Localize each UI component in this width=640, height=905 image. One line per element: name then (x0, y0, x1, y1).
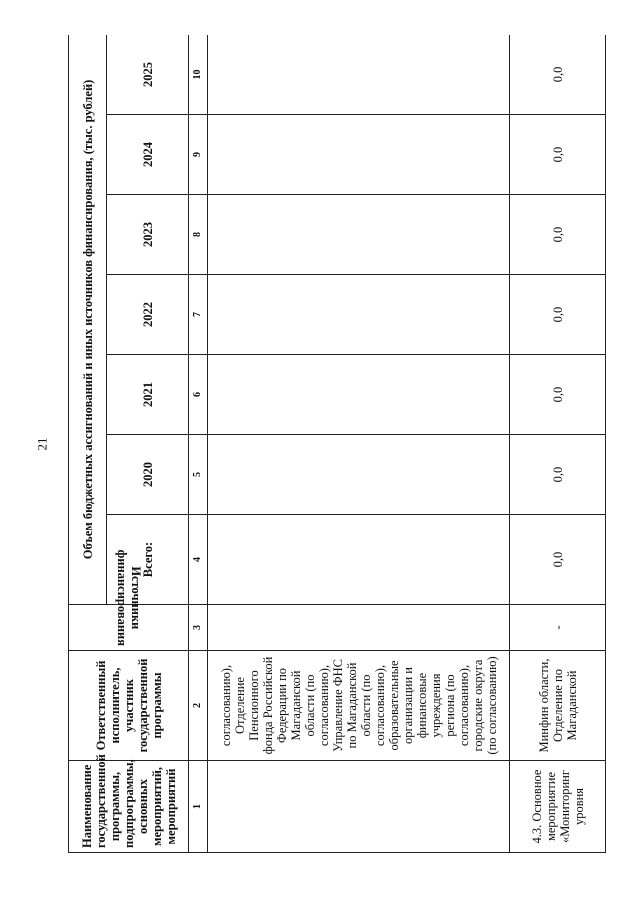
header-year-2023: 2023 (107, 195, 189, 275)
header-year-2025: 2025 (107, 35, 189, 115)
row-value-2021 (208, 355, 510, 435)
col-number: 8 (189, 195, 208, 275)
header-year-2021: 2021 (107, 355, 189, 435)
row-value-total: 0,0 (510, 515, 606, 605)
table-row (208, 35, 510, 853)
row-value-2022: 0,0 (510, 275, 606, 355)
header-name: Наименование государственной программы, подпрограммы, основных мероприятий, мероприятий (69, 761, 189, 853)
col-number: 4 (189, 515, 208, 605)
col-number: 9 (189, 115, 208, 195)
col-number: 6 (189, 355, 208, 435)
rotated-table-container (68, 35, 606, 853)
document-page (68, 35, 606, 853)
row-value-2025 (208, 35, 510, 115)
row-value-2020: 0,0 (510, 435, 606, 515)
col-number: 7 (189, 275, 208, 355)
header-year-2020: 2020 (107, 435, 189, 515)
header-executor: Ответственный исполнитель, участник государственной программы (69, 651, 189, 761)
col-number: 3 (189, 605, 208, 651)
row-value-2020 (208, 435, 510, 515)
page-number: 21 (34, 437, 50, 451)
col-number: 2 (189, 651, 208, 761)
header-volume: Объем бюджетных ассигнований и иных источников финансирования, (тыс. рублей) (69, 35, 107, 605)
header-row-1 (69, 35, 107, 853)
column-number-row (189, 35, 208, 853)
row-executor: согласованию), Отделение Пенсионного фонда Российской Федерации по Магаданской области (по согласованию), Управление ФНС по Магаданской области (по согласованию), образовательные организации и финансовые учреждения региона (по согласованию), городские округа (по согласованию) (208, 651, 510, 761)
row-value-2022 (208, 275, 510, 355)
col-number: 1 (189, 761, 208, 853)
row-value-2023: 0,0 (510, 195, 606, 275)
header-source: Источники финансирования (69, 605, 189, 651)
row-executor: Минфин области, Отделение по Магаданской (510, 651, 606, 761)
header-total: Всего: (107, 515, 189, 605)
row-name (208, 761, 510, 853)
row-source: - (510, 605, 606, 651)
row-value-2024: 0,0 (510, 115, 606, 195)
table-row (510, 35, 606, 853)
budget-table (68, 35, 606, 853)
col-number: 10 (189, 35, 208, 115)
row-name: 4.3. Основное мероприятие «Мониторинг уровня (510, 761, 606, 853)
row-source (208, 605, 510, 651)
header-year-2022: 2022 (107, 275, 189, 355)
row-value-2023 (208, 195, 510, 275)
header-year-2024: 2024 (107, 115, 189, 195)
row-value-2025: 0,0 (510, 35, 606, 115)
row-value-2021: 0,0 (510, 355, 606, 435)
col-number: 5 (189, 435, 208, 515)
row-value-total (208, 515, 510, 605)
row-value-2024 (208, 115, 510, 195)
